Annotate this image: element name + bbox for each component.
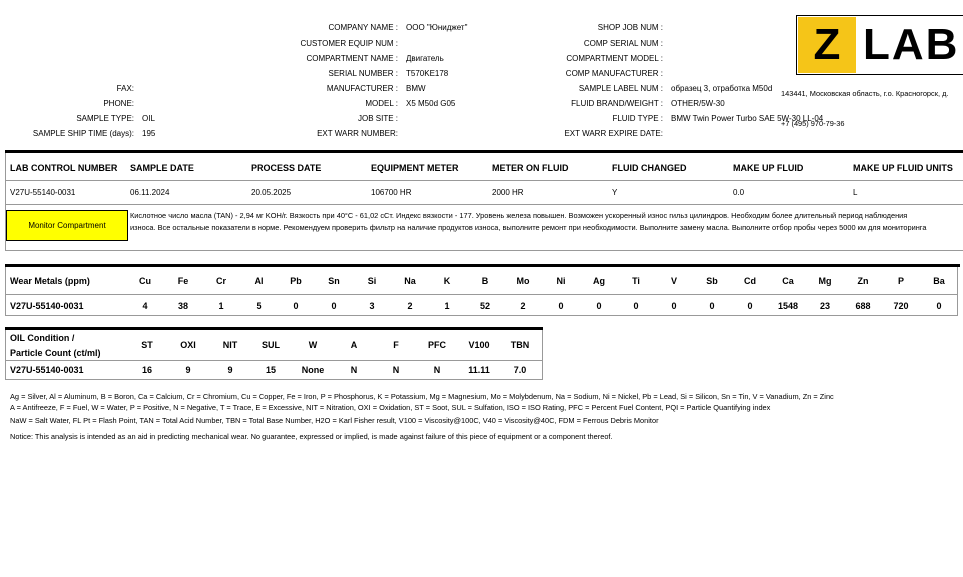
value-ti: 0 [633,301,639,311]
value-a: N [350,365,358,375]
col-sul: SUL [262,340,280,350]
fluid-changed: Y [612,188,618,197]
fluid-brand-weight-value: OTHER/5W-30 [671,99,725,108]
comment-line-1: Кислотное число масла (TAN) - 2,94 мг KOH/г. Вязкость при 40°С - 61,02 сСт. Индекс вязкости - 177. Уровень железа повышен. Возможен ускоренный износ гильз цилиндров. Необходим более длительный период наблюдения [130,211,908,220]
col-b: B [481,276,489,286]
divider [5,379,543,380]
fax-label: FAX: [116,84,134,93]
value-pb: 0 [293,301,299,311]
col-p: P [897,276,904,286]
value-cd: 0 [747,301,753,311]
col-meter-on-fluid: METER ON FLUID [492,163,569,173]
wear-metals-row-id: V27U-55140-0031 [10,301,84,311]
job-site-label: JOB SITE : [357,114,398,123]
col-f: F [393,340,399,350]
col-lab-control-number: LAB CONTROL NUMBER [10,163,118,173]
zlab-logo [796,15,963,75]
col-ba: Ba [933,276,945,286]
col-ca: Ca [782,276,794,286]
divider [5,204,963,205]
logo-text: LAB [863,20,960,69]
value-ni: 0 [558,301,564,311]
col-cd: Cd [744,276,756,286]
col-w: W [308,340,318,350]
divider [5,294,958,295]
col-mg: Mg [818,276,832,286]
ext-warr-number-label: EXT WARR NUMBER: [317,129,398,138]
value-k: 1 [444,301,450,311]
legend-line-3: NaW = Salt Water, FL Pt = Flash Point, TAN = Total Acid Number, TBN = Total Base Number, H2O = Karl Fisher result, V100 = Viscosity@100C, V40 = Viscosity@40C, FDM = Ferrous Debris Monitor [10,416,659,425]
value-cr: 1 [218,301,224,311]
value-zn: 688 [855,301,871,311]
col-v100: V100 [468,340,490,350]
make-up-fluid-units: L [853,188,858,197]
value-sn: 0 [331,301,337,311]
shop-job-num-label: SHOP JOB NUM : [597,23,663,32]
col-pb: Pb [290,276,302,286]
legend-line-1: Ag = Silver, Al = Aluminum, B = Boron, Ca = Calcium, Cr = Chromium, Cu = Copper, Fe = Iron, P = Phosphorus, K = Potassium, Mg = Magnesium, Mo = Molybdenum, Na = Sodium, Ni = Nickel, Pb = Lead, Si = Silicon, Sn = Tin, V = Vanadium, Zn = Zinc [10,392,834,401]
divider [5,330,6,379]
col-equipment-meter: EQUIPMENT METER [371,163,459,173]
compartment-model-label: COMPARTMENT MODEL : [566,54,663,63]
col-ag: Ag [593,276,605,286]
col-fe: Fe [177,276,189,286]
value-w: None [301,365,325,375]
value-mg: 23 [819,301,830,311]
col-v: V [670,276,677,286]
manufacturer-value: BMW [406,84,426,93]
value-ca: 1548 [777,301,799,311]
value-si: 3 [369,301,375,311]
col-make-up-fluid: MAKE UP FLUID [733,163,804,173]
col-na: Na [404,276,416,286]
comp-serial-num-label: COMP SERIAL NUM : [583,39,663,48]
customer-equip-num-label: CUSTOMER EQUIP NUM : [300,39,398,48]
divider [5,315,958,316]
value-v: 0 [671,301,677,311]
value-al: 5 [256,301,262,311]
divider [5,327,543,330]
compartment-name-value: Двигатель [406,54,444,63]
sample-label-num-label: SAMPLE LABEL NUM : [578,84,663,93]
notice: Notice: This analysis is intended as an aid in predicting mechanical wear. No guarantee, expressed or implied, is made against failure of this piece of equipment or a component thereof. [10,432,613,441]
legend-line-2: A = Antifreeze, F = Fuel, W = Water, P = Positive, N = Negative, T = Trace, E = Excessive, NIT = Nitration, OXI = Oxidation, ST = Soot, SUL = Sulfation, ISO = ISO Rating, PFC = Percent Fuel Content, PQI = Particle Quantifying index [10,403,771,412]
col-al: Al [254,276,264,286]
lab-address: 143441, Московская область, г.о. Красногорск, д. [781,89,949,98]
value-ba: 0 [936,301,942,311]
col-ni: Ni [556,276,566,286]
col-cu: Cu [139,276,151,286]
particle-count-title: Particle Count (ct/ml) [10,348,101,358]
value-p: 720 [893,301,909,311]
sample-ship-time-value: 195 [142,129,156,138]
col-oxi: OXI [180,340,196,350]
value-v100: 11.11 [468,365,490,375]
col-cr: Cr [215,276,226,286]
model-label: MODEL : [365,99,398,108]
divider [5,264,960,267]
col-tbn: TBN [510,340,530,350]
value-na: 2 [407,301,413,311]
col-ti: Ti [632,276,640,286]
col-sample-date: SAMPLE DATE [130,163,194,173]
divider [5,180,963,181]
fluid-brand-weight-label: FLUID BRAND/WEIGHT : [571,99,663,108]
divider [5,360,543,361]
value-cu: 4 [142,301,148,311]
status-badge: Monitor Compartment [6,210,128,241]
equipment-meter: 106700 HR [371,188,412,197]
col-nit: NIT [222,340,238,350]
col-k: K [443,276,451,286]
sample-date: 06.11.2024 [130,188,170,197]
value-sul: 15 [265,365,276,375]
col-process-date: PROCESS DATE [251,163,322,173]
col-a: A [350,340,358,350]
col-sb: Sb [706,276,718,286]
col-pfc: PFC [428,340,446,350]
process-date: 20.05.2025 [251,188,292,197]
wear-metals-title: Wear Metals (ppm) [10,276,90,286]
comment-line-2: износа. Все остальные показатели в норме. Рекомендуем проверить фильтр на наличие продуктов износа, выполните ремонт при необходимости. Выполните замену масла. Выполните отбор пробы через 5000 км для мониторинга [130,223,927,232]
oil-condition-title: OIL Condition / [10,333,75,343]
sample-label-num-value: образец 3, отработка M50d [671,84,773,93]
sample-type-label: SAMPLE TYPE: [76,114,134,123]
meter-on-fluid: 2000 HR [492,188,524,197]
divider [957,267,958,315]
phone-label: PHONE: [103,99,134,108]
divider [542,330,543,379]
comp-manufacturer-label: COMP MANUFACTURER : [565,69,663,78]
value-nit: 9 [227,365,233,375]
company-name-label: COMPANY NAME : [328,23,398,32]
value-pfc: N [433,365,441,375]
company-name-value: ООО "Юниджет" [406,23,468,32]
lab-control-number: V27U-55140-0031 [10,188,76,197]
col-fluid-changed: FLUID CHANGED [612,163,687,173]
value-b: 52 [479,301,490,311]
value-st: 16 [141,365,152,375]
value-mo: 2 [520,301,526,311]
divider [5,150,963,153]
col-make-up-fluid-units: MAKE UP FLUID UNITS [853,163,953,173]
model-value: X5 M50d G05 [406,99,456,108]
compartment-name-label: COMPARTMENT NAME : [306,54,398,63]
divider [5,267,6,315]
value-tbn: 7.0 [513,365,527,375]
fluid-type-label: FLUID TYPE : [612,114,663,123]
value-ag: 0 [596,301,602,311]
logo-mark: Z [798,17,856,73]
col-si: Si [367,276,377,286]
serial-number-label: SERIAL NUMBER : [328,69,398,78]
lab-phone: +7 (495) 970-79-36 [781,119,845,128]
value-fe: 38 [177,301,188,311]
manufacturer-label: MANUFACTURER : [326,84,398,93]
divider [5,153,6,251]
value-sb: 0 [709,301,715,311]
col-sn: Sn [328,276,340,286]
oil-condition-row-id: V27U-55140-0031 [10,365,84,375]
value-oxi: 9 [185,365,191,375]
col-zn: Zn [857,276,869,286]
fluid-type-value: BMW Twin Power Turbo SAE 5W-30 LL-04 [671,114,824,123]
ext-warr-expire-date-label: EXT WARR EXPIRE DATE: [564,129,663,138]
sample-ship-time-label: SAMPLE SHIP TIME (days): [32,129,134,138]
divider [5,250,963,251]
serial-number-value: T570KE178 [406,69,449,78]
sample-type-value: OIL [142,114,155,123]
col-mo: Mo [516,276,530,286]
make-up-fluid: 0.0 [733,188,745,197]
value-f: N [392,365,400,375]
col-st: ST [141,340,153,350]
